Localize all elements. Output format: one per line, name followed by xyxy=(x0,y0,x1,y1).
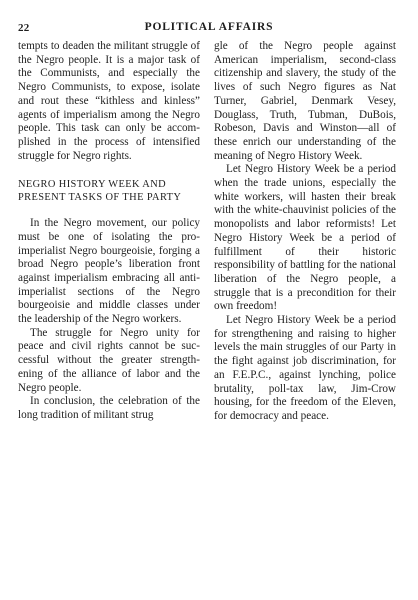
paragraph: gle of the Negro people against American imperialism, second-class citizenship and slavery, the study of the lives of such Negro figures as Nat Turner, Gabriel, Denmark Vesey, Douglass, Truth, Tubman, DuBois, Robeson, Davis and Winston—all of these enrich our understanding of the meaning of Negro History Week. xyxy=(214,40,396,162)
page-header xyxy=(0,20,418,36)
paragraph: tempts to deaden the militant struggle of the Negro people. It is a major task of the Communists, and especially the Negro Communists, to expose, isolate and rout these “kithless and kinless” agents of imperialism among the Negro people. This task can only be accomplished in the process of intensified struggle for Negro rights. xyxy=(18,40,200,162)
running-head: POLITICAL AFFAIRS xyxy=(144,21,274,33)
paragraph: The struggle for Negro unity for peace and civil rights cannot be successful without the greater strengthening of the alliance of labor and the Negro people. xyxy=(18,326,200,394)
page-number: 22 xyxy=(18,22,30,34)
right-column xyxy=(214,40,396,424)
section-heading: NEGRO HISTORY WEEK AND PRESENT TASKS OF THE PARTY xyxy=(18,179,182,203)
paragraph: Let Negro History Week be a period when the trade unions, especially the white workers, will hasten their break with the white-chauvinist policies of the monopolists and labor reformists! Let Negro History Week be a period of fulfillment of their historic responsibility of battling for the national liberation of the Negro people, a struggle that is a precondition for their own freedom! xyxy=(214,163,396,313)
paragraph: Let Negro History Week be a period for strengthening and raising to higher levels the main struggles of our Party in the fight against job discrimination, for an F.E.P.C., against lynching, police brutality, poll-tax law, Jim-Crow housing, for the freedom of the Eleven, for democracy and peace. xyxy=(214,314,396,422)
paragraph: In the Negro movement, our policy must be one of isolating the pro-imperialist Negro bourgeoisie, forging a broad Negro people’s liberation front against imperialism embracing all anti-imperialist sections of the Negro bourgeoisie and middle classes under the leadership of the Negro workers. xyxy=(18,217,200,326)
left-column xyxy=(18,40,200,423)
paragraph: In conclusion, the celebration of the long tradition of militant strug xyxy=(18,395,200,421)
